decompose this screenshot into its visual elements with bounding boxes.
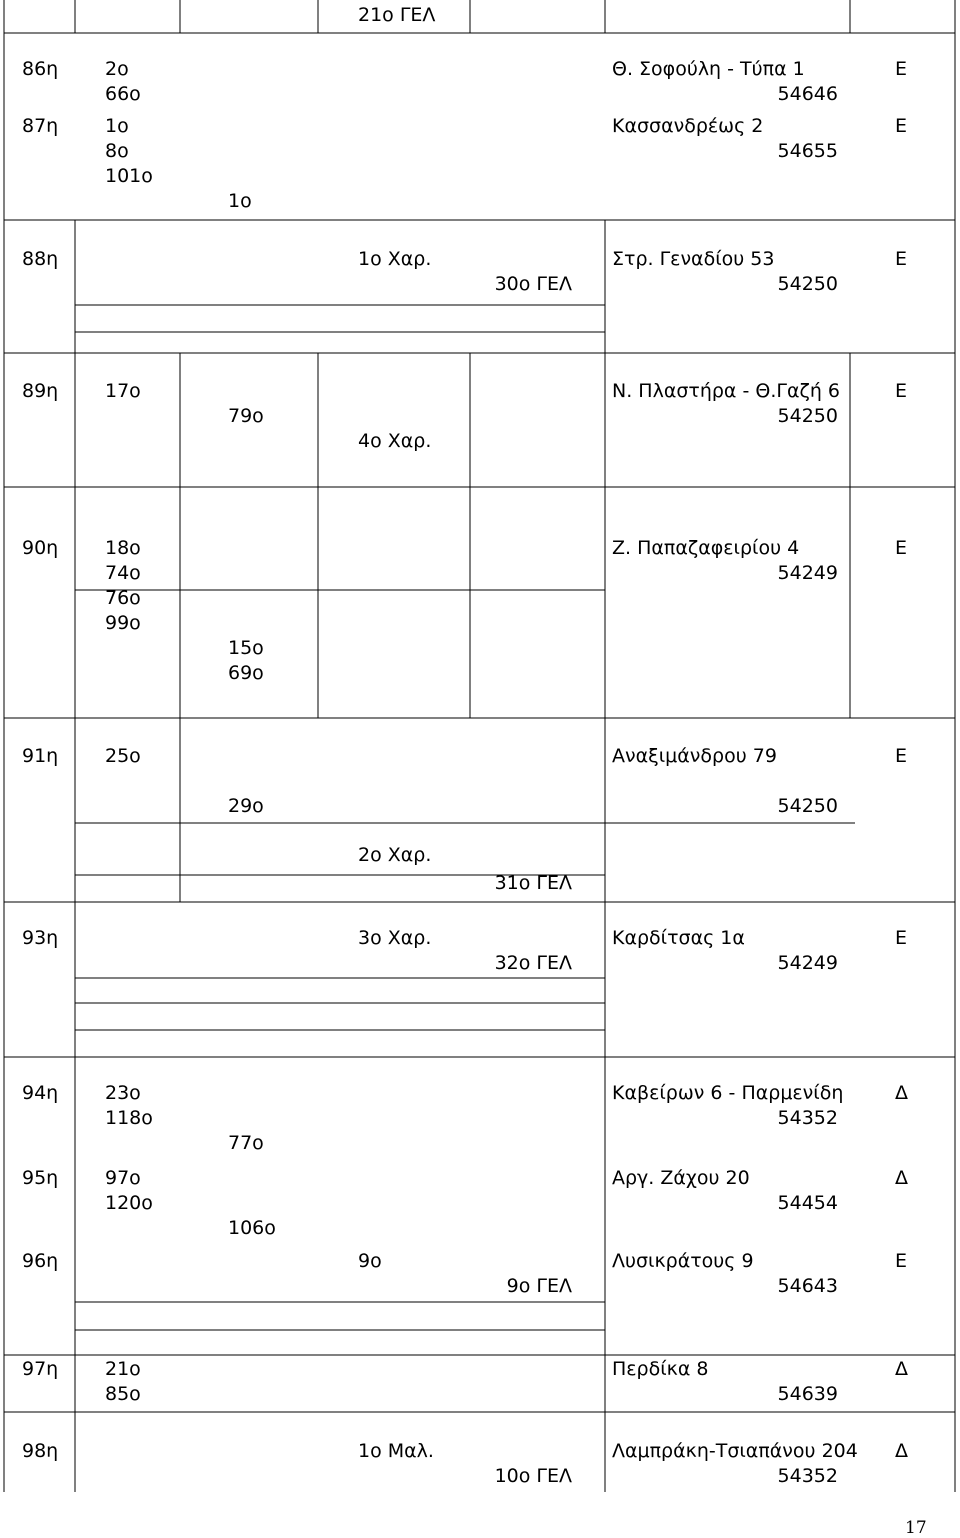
cell-c1: 94η [22, 1082, 59, 1104]
cell-type: Δ [895, 1167, 908, 1189]
cell-c4r: 9ο ΓΕΛ [506, 1275, 572, 1297]
cell-zip: 54250 [777, 273, 838, 295]
cell-c3: 1ο [228, 190, 252, 212]
cell-type: Ε [895, 745, 908, 767]
cell-addr: Λυσικράτους 9 [612, 1250, 754, 1272]
cell-c2: 23ο [105, 1082, 141, 1104]
cell-c1: 87η [22, 115, 59, 137]
cell-c2: 85ο [105, 1383, 141, 1405]
page-number: 17 [905, 1518, 927, 1538]
cell-c2: 97ο [105, 1167, 141, 1189]
cell-c1: 96η [22, 1250, 59, 1272]
cell-zip: 54639 [777, 1383, 838, 1405]
cell-c2: 18ο [105, 537, 141, 559]
cell-c4r: 32ο ΓΕΛ [494, 952, 572, 974]
cell-c1: 97η [22, 1358, 59, 1380]
cell-c2: 25ο [105, 745, 141, 767]
cell-c4: 9ο [358, 1250, 382, 1272]
cell-c2: 21ο [105, 1358, 141, 1380]
cell-c3: 15ο [228, 637, 264, 659]
cell-addr: Περδίκα 8 [612, 1358, 709, 1380]
cell-type: Δ [895, 1082, 908, 1104]
cell-c4r: 30ο ΓΕΛ [494, 273, 572, 295]
cell-addr: Θ. Σοφούλη - Τύπα 1 [612, 58, 805, 80]
cell-c2: 99ο [105, 612, 141, 634]
cell-zip: 54646 [777, 83, 838, 105]
cell-addr: Καβείρων 6 - Παρμενίδη [612, 1082, 844, 1104]
cell-zip: 54454 [777, 1192, 838, 1214]
cell-c4: 4ο Χαρ. [358, 430, 432, 452]
cell-zip: 54655 [777, 140, 838, 162]
cell-zip: 54643 [777, 1275, 838, 1297]
cell-c4: 2ο Χαρ. [358, 844, 432, 866]
cell-zip: 54250 [777, 405, 838, 427]
cell-c1: 91η [22, 745, 59, 767]
cell-c1: 88η [22, 248, 59, 270]
cell-addr: Αργ. Ζάχου 20 [612, 1167, 750, 1189]
cell-addr: Λαμπράκη-Τσιαπάνου 204 [612, 1440, 858, 1462]
cell-type: Ε [895, 248, 908, 270]
cell-c3: 29ο [228, 795, 264, 817]
cell-zip: 54249 [777, 952, 838, 974]
cell-c3: 69ο [228, 662, 264, 684]
cell-c2: 74ο [105, 562, 141, 584]
cell-c1: 93η [22, 927, 59, 949]
cell-addr: Κασσανδρέως 2 [612, 115, 764, 137]
cell-type: Ε [895, 1250, 908, 1272]
cell-type: Ε [895, 927, 908, 949]
cell-c1: 90η [22, 537, 59, 559]
cell-c4: 21ο ΓΕΛ [358, 4, 436, 26]
cell-c2: 101ο [105, 165, 153, 187]
cell-c3: 106ο [228, 1217, 276, 1239]
cell-c2: 17ο [105, 380, 141, 402]
cell-c2: 76ο [105, 587, 141, 609]
cell-c4r: 31ο ΓΕΛ [494, 872, 572, 894]
cell-c3: 77ο [228, 1132, 264, 1154]
cell-c2: 66ο [105, 83, 141, 105]
cell-c4r: 10ο ΓΕΛ [494, 1465, 572, 1487]
cell-c1: 89η [22, 380, 59, 402]
cell-c1: 86η [22, 58, 59, 80]
cell-c1: 98η [22, 1440, 59, 1462]
cell-c2: 8ο [105, 140, 129, 162]
cell-type: Ε [895, 380, 908, 402]
cell-zip: 54249 [777, 562, 838, 584]
cell-zip: 54352 [777, 1107, 838, 1129]
cell-addr: Καρδίτσας 1α [612, 927, 745, 949]
cell-type: Ε [895, 115, 908, 137]
cell-zip: 54250 [777, 795, 838, 817]
cell-type: Δ [895, 1358, 908, 1380]
cell-addr: Ζ. Παπαζαφειρίου 4 [612, 537, 800, 559]
cell-c2: 1ο [105, 115, 129, 137]
cell-c2: 118ο [105, 1107, 153, 1129]
cell-c4: 1ο Χαρ. [358, 248, 432, 270]
cell-c2: 120ο [105, 1192, 153, 1214]
cell-addr: Αναξιμάνδρου 79 [612, 745, 777, 767]
cell-c1: 95η [22, 1167, 59, 1189]
cell-c2: 2ο [105, 58, 129, 80]
cell-addr: Στρ. Γεναδίου 53 [612, 248, 775, 270]
cell-c4: 1ο Μαλ. [358, 1440, 434, 1462]
cell-type: Ε [895, 58, 908, 80]
cell-type: Δ [895, 1440, 908, 1462]
cell-zip: 54352 [777, 1465, 838, 1487]
cell-type: Ε [895, 537, 908, 559]
cell-addr: Ν. Πλαστήρα - Θ.Γαζή 6 [612, 380, 840, 402]
cell-c4: 3ο Χαρ. [358, 927, 432, 949]
cell-c3: 79ο [228, 405, 264, 427]
